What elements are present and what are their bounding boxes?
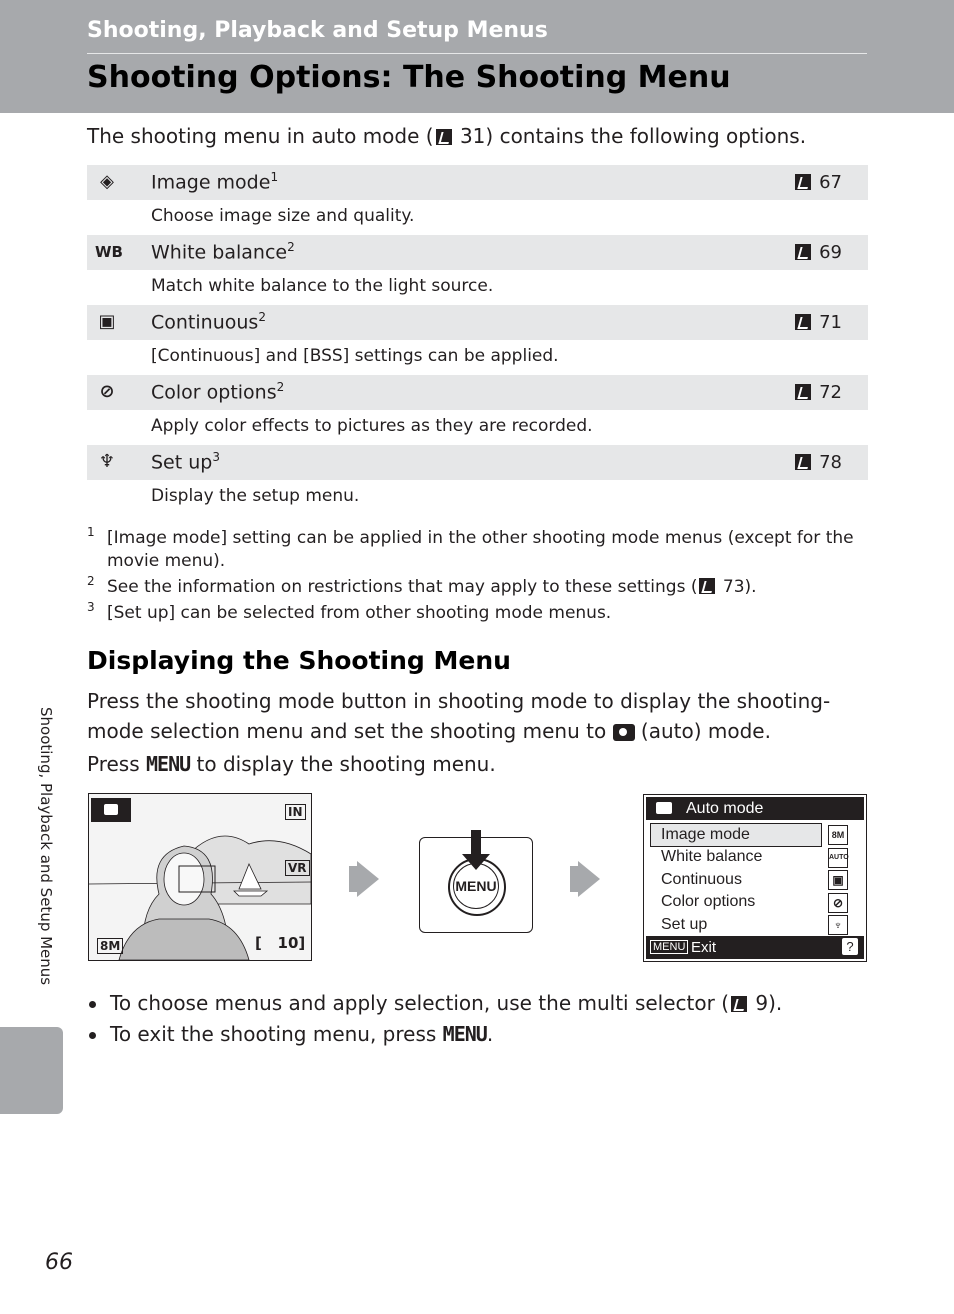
- white-balance-icon: AUTO: [828, 848, 848, 868]
- footnote: 1 [Image mode] setting can be applied in the other shooting mode menus (except for the movie menu).: [87, 525, 854, 571]
- image-size-icon: 8M: [97, 938, 123, 954]
- internal-memory-icon: IN: [285, 804, 306, 820]
- option-description: Match white balance to the light source.: [151, 276, 494, 296]
- image-mode-icon: ◈: [100, 171, 114, 192]
- menu-screen-footer: [646, 936, 864, 959]
- option-name: Set $up^3$: [151, 450, 220, 474]
- option-row: [87, 375, 868, 410]
- option-description: Apply color effects to pictures as they are recorded.: [151, 416, 593, 436]
- option-page-ref: 71: [793, 312, 842, 333]
- setup-icon: ♆: [828, 915, 848, 935]
- option-page-ref: 72: [793, 382, 842, 403]
- flow-arrow-stem: [570, 866, 578, 892]
- color-options-icon: ⊘: [828, 893, 848, 913]
- menu-button-illustration: [419, 837, 533, 933]
- vr-icon: VR: [285, 860, 310, 876]
- menu-item-color-options[interactable]: Color options: [661, 893, 756, 910]
- continuous-icon: ▣: [828, 870, 848, 890]
- page-reference-icon: [795, 314, 811, 330]
- menu-item-set-up[interactable]: Set up: [661, 916, 708, 933]
- frame-counter: [ 10]: [255, 934, 306, 952]
- menu-screen-header: Auto mode: [646, 797, 864, 820]
- help-icon: ?: [842, 938, 858, 955]
- press-arrow-stem: [471, 830, 481, 856]
- flow-arrow-stem: [349, 866, 357, 892]
- subsection-body: [87, 686, 877, 782]
- right-arrow-icon: [578, 861, 600, 897]
- page-reference-icon: [795, 244, 811, 260]
- paragraph: Press MENU to display the shooting menu.: [87, 752, 496, 776]
- right-arrow-icon: [357, 861, 379, 897]
- auto-mode-icon: [91, 798, 131, 822]
- option-name: Image mode$^1$: [151, 170, 279, 194]
- header-divider: [87, 53, 867, 54]
- option-row: [87, 235, 868, 270]
- footnotes: [87, 527, 857, 628]
- option-description: Choose image size and quality.: [151, 206, 415, 226]
- menu-item-continuous[interactable]: Continuous: [661, 871, 742, 888]
- option-name: White balance$^2$: [151, 240, 295, 264]
- instruction-list: [87, 988, 867, 1050]
- menu-item-white-balance[interactable]: White balance: [661, 848, 763, 865]
- image-mode-icon: 8M: [828, 825, 848, 845]
- white-balance-icon: WB: [95, 243, 123, 261]
- menu-key-icon: MENU: [650, 940, 688, 954]
- option-row: [87, 305, 868, 340]
- option-row: [87, 445, 868, 480]
- page-reference-icon: [795, 454, 811, 470]
- list-item: To exit the shooting menu, press MENU.: [87, 1019, 867, 1050]
- page-reference-icon: [795, 174, 811, 190]
- page-reference-icon: [436, 129, 452, 145]
- page-reference-icon: [699, 578, 715, 594]
- option-name: Continuous$^2$: [151, 310, 266, 334]
- page-reference-icon: [731, 996, 747, 1012]
- header-bar: [0, 0, 954, 113]
- footnote: 2 See the information on restrictions that may apply to these settings ( 73).: [87, 574, 757, 597]
- menu-button-label: MENU: [453, 863, 499, 909]
- list-item: To choose menus and apply selection, use the multi selector ( 9).: [87, 988, 867, 1019]
- continuous-icon: ▣: [98, 311, 116, 332]
- section-tab: [0, 1027, 63, 1114]
- down-arrow-icon: [462, 854, 490, 870]
- exit-label: Exit: [691, 939, 717, 956]
- shooting-menu-screen: [643, 794, 867, 962]
- menu-item-image-mode[interactable]: Image mode: [661, 826, 750, 843]
- page-number: 66: [45, 1250, 73, 1275]
- subsection-title: Displaying the Shooting Menu: [87, 646, 511, 675]
- option-row: [87, 165, 868, 200]
- camera-icon: [656, 802, 672, 814]
- section-title: Shooting, Playback and Setup Menus: [87, 18, 548, 43]
- side-section-label: Shooting, Playback and Setup Menus: [37, 707, 55, 986]
- color-options-icon: ⊘: [99, 381, 115, 402]
- intro-text: The shooting menu in auto mode ( 31) contains the following options.: [87, 124, 807, 148]
- option-name: Color options$^2$: [151, 380, 285, 404]
- page-reference-icon: [795, 384, 811, 400]
- option-page-ref: 69: [793, 242, 842, 263]
- option-description: Display the setup menu.: [151, 486, 360, 506]
- option-page-ref: 67: [793, 172, 842, 193]
- footnote: 3 [Set up] can be selected from other shooting mode menus.: [87, 600, 612, 623]
- options-table: [87, 165, 868, 515]
- setup-icon: ♆: [98, 451, 116, 472]
- page-title: Shooting Options: The Shooting Menu: [87, 60, 731, 95]
- option-page-ref: 78: [793, 452, 842, 473]
- option-description: [Continuous] and [BSS] settings can be applied.: [151, 346, 559, 366]
- camera-icon: [613, 724, 635, 741]
- shooting-screen-illustration: [88, 793, 312, 961]
- menu-button-glyph: MENU: [146, 752, 191, 776]
- menu-button-glyph: MENU: [442, 1022, 487, 1046]
- paragraph: Press the shooting mode button in shooting mode to display the shooting-mode selection menu and set the shooting menu to (auto) mode.: [87, 689, 831, 743]
